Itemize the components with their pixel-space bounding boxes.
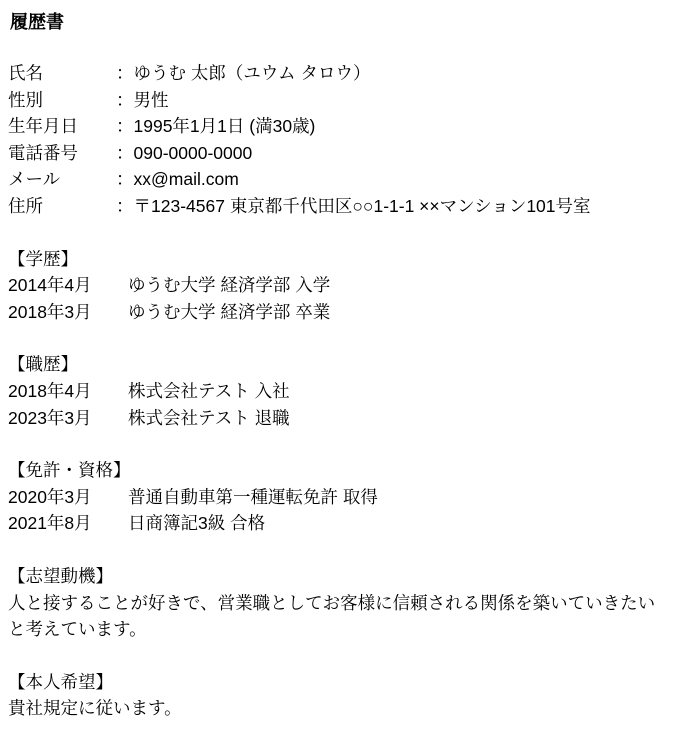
profile-label: 氏名	[8, 63, 43, 83]
profile-row-birthdate	[8, 113, 677, 140]
document-title: 履歴書	[10, 12, 64, 32]
motivation-section	[8, 563, 677, 643]
entry-text: 普通自動車第一種運転免許 取得	[128, 486, 378, 507]
profile-value: ：〒123-4567 東京都千代田区○○1-1-1 ××マンション101号室	[116, 195, 591, 216]
request-text: 貴社規定に従います。	[8, 698, 182, 719]
motivation-text: 人と接することが好きで、営業職としてお客様に信頼される関係を築いていきたいと考えています。	[8, 592, 656, 640]
entry-date: 2021年8月	[8, 513, 92, 534]
profile-label: 性別	[8, 89, 43, 110]
profile-label: 生年月日	[8, 116, 78, 137]
section-heading: 【免許・資格】	[8, 460, 131, 481]
history-entry	[8, 484, 677, 511]
profile-label: メール	[8, 169, 61, 190]
profile-block	[8, 60, 677, 220]
entry-date: 2018年4月	[8, 380, 92, 401]
entry-text: 株式会社テスト 入社	[128, 380, 290, 401]
section-heading: 【学歴】	[8, 248, 78, 269]
entry-text: 株式会社テスト 退職	[128, 407, 290, 428]
profile-row-email	[8, 166, 677, 193]
career-section	[8, 351, 677, 431]
entry-date: 2018年3月	[8, 301, 92, 322]
profile-value: ：男性	[116, 89, 169, 110]
request-section	[8, 669, 677, 722]
history-entry	[8, 272, 677, 299]
licenses-section	[8, 457, 677, 537]
profile-value: ：090-0000-0000	[116, 142, 253, 163]
history-entry	[8, 299, 677, 326]
profile-row-phone	[8, 140, 677, 167]
entry-date: 2014年4月	[8, 275, 92, 296]
profile-row-gender	[8, 87, 677, 114]
entry-date: 2020年3月	[8, 486, 92, 507]
profile-value: ：xx@mail.com	[116, 169, 239, 190]
history-entry	[8, 405, 677, 432]
history-entry	[8, 510, 677, 537]
profile-row-address	[8, 193, 677, 220]
profile-label: 住所	[8, 195, 43, 216]
profile-value: ：1995年1月1日 (満30歳)	[116, 116, 316, 137]
entry-text: ゆうむ大学 経済学部 卒業	[128, 301, 331, 322]
section-heading: 【志望動機】	[8, 565, 113, 586]
education-section	[8, 246, 677, 326]
profile-value: ：ゆうむ 太郎（ユウム タロウ）	[116, 63, 371, 83]
entry-text: 日商簿記3級 合格	[128, 513, 266, 534]
section-heading: 【職歴】	[8, 354, 78, 375]
section-heading: 【本人希望】	[8, 671, 113, 692]
profile-row-name	[8, 60, 677, 87]
profile-label: 電話番号	[8, 142, 78, 163]
history-entry	[8, 378, 677, 405]
entry-date: 2023年3月	[8, 407, 92, 428]
entry-text: ゆうむ大学 経済学部 入学	[128, 275, 331, 296]
